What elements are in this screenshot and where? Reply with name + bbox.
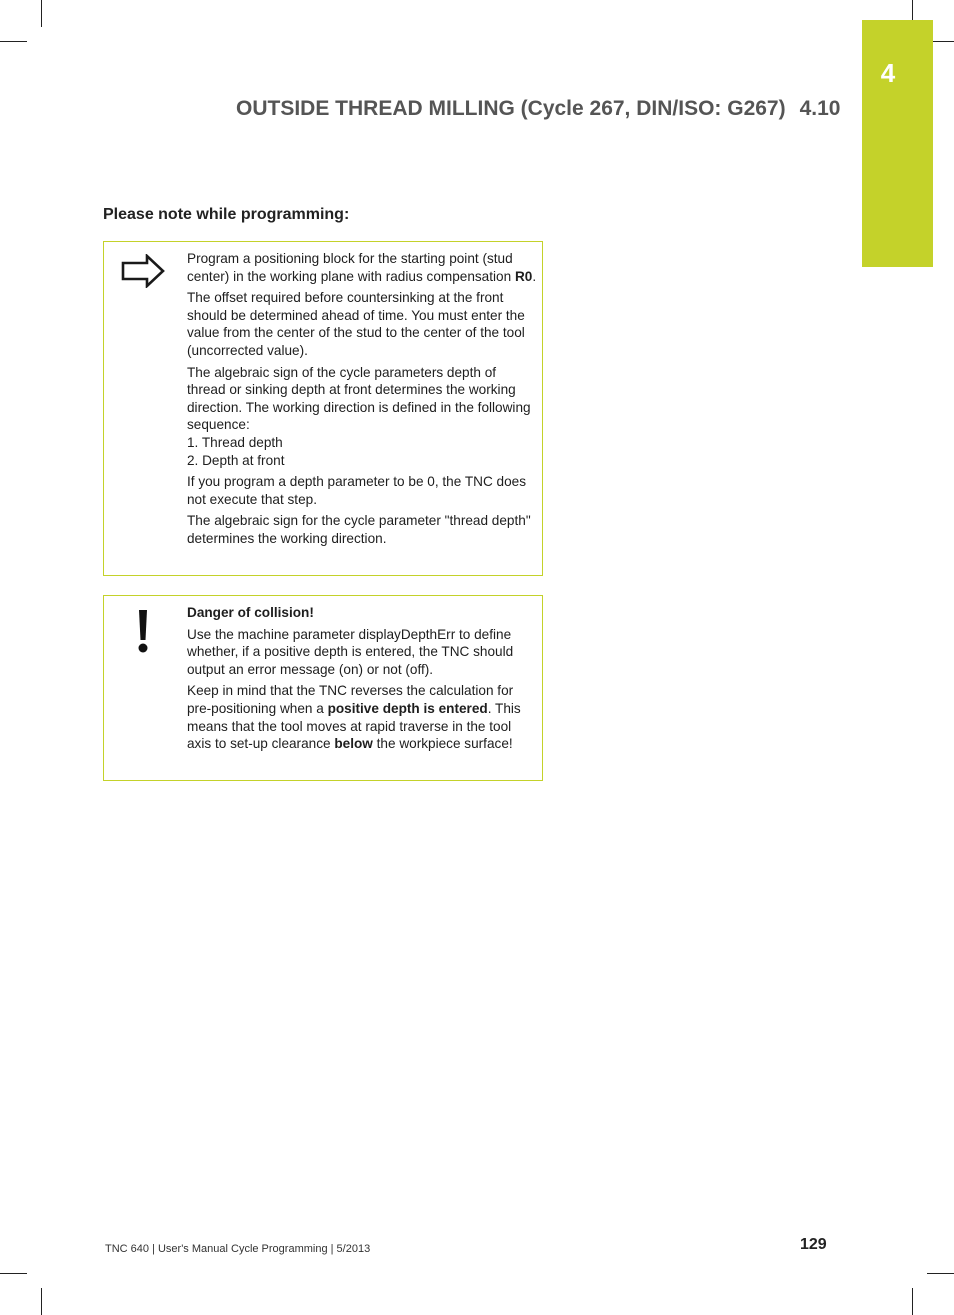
crop-mark [927, 1273, 954, 1274]
footer-text: TNC 640 | User's Manual Cycle Programming | 5/2013 [105, 1243, 371, 1255]
list-item: 2. Depth at front [187, 452, 285, 468]
chapter-number: 4 [880, 58, 896, 88]
note-body [187, 250, 537, 552]
exclamation-icon [134, 608, 152, 654]
note-text: The algebraic sign of the cycle parameters depth of thread or sinking depth at front determines the working direction. The working direction is defined in the following sequence: [187, 364, 531, 433]
running-header [236, 97, 841, 121]
warning-paragraph [187, 682, 537, 752]
arrow-right-icon [120, 254, 166, 288]
crop-mark [41, 1288, 42, 1315]
warning-text: . This means that the tool moves at rapid traverse in the tool axis to set-up clearance [187, 700, 521, 752]
note-bold-text: R0 [514, 268, 533, 284]
warning-paragraph: Use the machine parameter displayDepthErr to define whether, if a positive depth is entered, the TNC should output an error message (on) or not (off). [187, 626, 514, 677]
warning-box [103, 595, 543, 781]
box-divider [185, 596, 186, 780]
warning-title [187, 604, 537, 622]
list-item: 1. Thread depth [187, 434, 283, 450]
running-header-section: 4.10 [799, 97, 841, 120]
note-paragraph [187, 250, 537, 285]
note-paragraph: If you program a depth parameter to be 0, the TNC does not execute that step. [187, 474, 527, 507]
warning-title-text: Danger of collision! [187, 605, 314, 620]
crop-mark [912, 1288, 913, 1315]
chapter-tab [862, 20, 933, 267]
note-text: . [532, 268, 537, 284]
warning-body [187, 604, 537, 757]
crop-mark [0, 1273, 27, 1274]
section-heading: Please note while programming: [103, 206, 350, 223]
note-paragraph [187, 364, 537, 470]
crop-mark [41, 0, 42, 27]
note-paragraph: The offset required before countersinking at the front should be determined ahead of time. You must enter the value from the center of the stud to the center of the tool (uncorrected value). [187, 290, 525, 358]
note-paragraph: The algebraic sign for the cycle parameter "thread depth" determines the working direction. [187, 513, 531, 546]
note-text: Program a positioning block for the starting point (stud center) in the working plane with radius compensation [187, 251, 515, 284]
running-header-title: OUTSIDE THREAD MILLING (Cycle 267, DIN/ISO: G267) [236, 97, 786, 120]
warning-bold-text: positive depth is entered [327, 700, 488, 716]
crop-mark [0, 41, 27, 42]
box-divider [185, 242, 186, 575]
warning-bold-text: below [334, 736, 373, 752]
note-box [103, 241, 543, 576]
warning-text: the workpiece surface! [372, 736, 513, 752]
page-number: 129 [800, 1236, 827, 1253]
warning-text: Keep in mind that the TNC reverses the calculation for pre-positioning when a [187, 683, 514, 716]
